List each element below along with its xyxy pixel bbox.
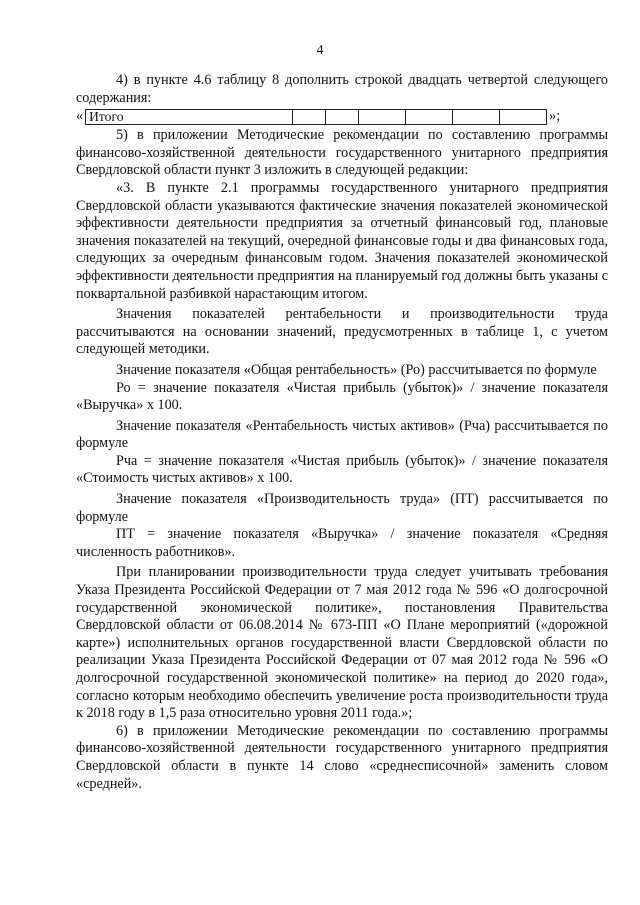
formula-pt: ПТ = значение показателя «Выручка» / значение показателя «Средняя численность работников».: [76, 526, 608, 560]
paragraph-pt-intro: Значение показателя «Производительность труда» (ПТ) рассчитывается по формуле: [76, 491, 608, 525]
paragraph-item-6: 6) в приложении Методические рекомендации по составлению программы финансово-хозяйственной деятельности государственного унитарного предприятия Свердловской области в пункте 14 слово «среднесписочной» заменить словом «средней».: [76, 722, 608, 792]
formula-rcha: Рча = значение показателя «Чистая прибыль (убыток)» / значение показателя «Стоимость чистых активов» х 100.: [76, 452, 608, 487]
paragraph-rcha-intro: Значение показателя «Рентабельность чистых активов» (Рча) рассчитывается по формуле: [76, 417, 608, 452]
table-cell-empty: [293, 110, 326, 125]
paragraph-planning: При планировании производительности труда следует учитывать требования Указа Президента Российской Федерации от 7 мая 2012 года № 596 «О долгосрочной государственной экономической политике», постановления Правительства Свердловской области от 06.08.2014 № 673-ПП «О Плане мероприятий («дорожной карте») исполнительных органов государственной власти Свердловской области по реализации Указа Президента Российской Федерации от 07 мая 2012 года № 596 «О долгосрочной государственной экономической политике» на период до 2020 года», согласно которым необходимо обеспечить увеличение роста производительности труда к 2018 году в 1,5 раза относительно уровня 2011 года.»;: [76, 564, 608, 722]
paragraph-item-4: 4) в пункте 4.6 таблицу 8 дополнить строкой двадцать четвертой следующего содержания:: [76, 72, 608, 106]
document-body: [76, 72, 608, 793]
table-row: [86, 110, 547, 125]
paragraph-methodology: Значения показателей рентабельности и производительности труда рассчитываются на основании значений, предусмотренных в таблице 1, с учетом следующей методики.: [76, 306, 608, 358]
table-cell-empty: [359, 110, 406, 125]
paragraph-ro-intro: Значение показателя «Общая рентабельность» (Ро) рассчитывается по формуле: [116, 361, 597, 378]
table-cell-empty: [453, 110, 500, 125]
page-number: 4: [316, 43, 324, 58]
paragraph-item-5: 5) в приложении Методические рекомендации по составлению программы финансово-хозяйственной деятельности государственного унитарного предприятия Свердловской области пункт 3 изложить в следующей редакции:: [76, 127, 608, 179]
table-cell-empty: [406, 110, 453, 125]
paragraph-clause-3: «3. В пункте 2.1 программы государственного унитарного предприятия Свердловской области указываются фактические значения показателей экономической эффективности деятельности предприятия за отчетный финансовый год, плановые значения показателей на текущий, очередной финансовые годы и два финансовых года, следующих за очередным финансовым годом. Значения показателей экономической эффективности деятельности предприятия на планируемый год должны быть указаны с поквартальной разбивкой нарастающим итогом.: [76, 179, 608, 302]
formula-ro: Ро = значение показателя «Чистая прибыль (убыток)» / значение показателя «Выручка» х 100.: [76, 379, 608, 414]
close-quote: »;: [549, 108, 561, 125]
table-cell-label: Итого: [86, 110, 293, 125]
table-cell-empty: [500, 110, 547, 125]
table-cell-empty: [326, 110, 359, 125]
itog-table: [85, 109, 547, 125]
open-quote: «: [76, 108, 84, 125]
table-row-insert: [76, 108, 608, 126]
